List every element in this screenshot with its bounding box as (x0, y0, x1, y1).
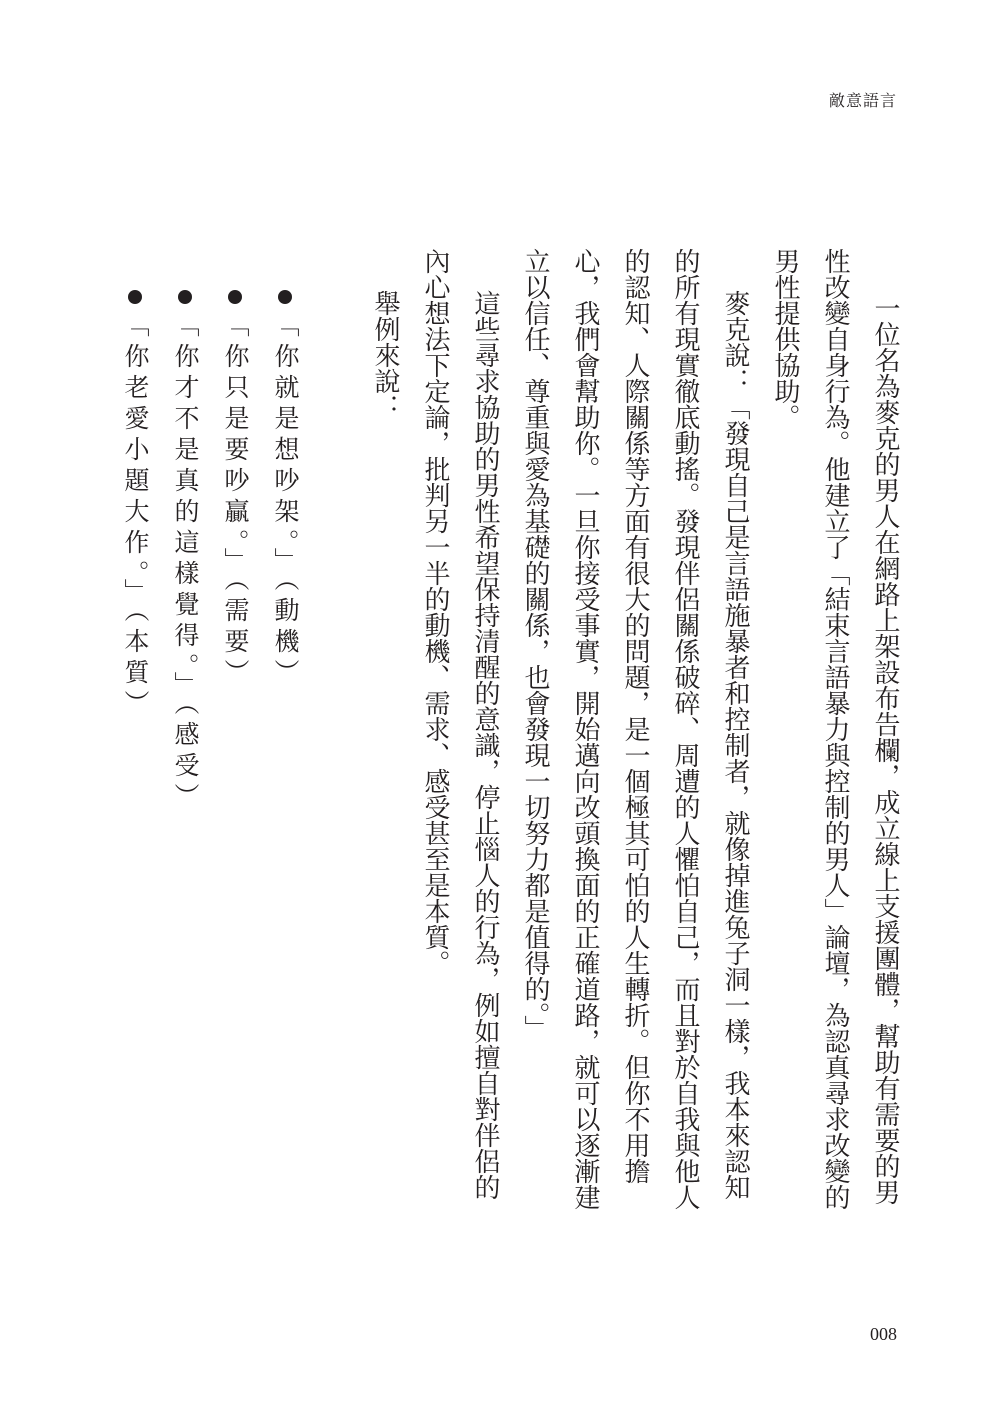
list-item (210, 290, 260, 1190)
paragraph: 麥克說：「發現自己是言語施暴者和控制者，就像掉進兔子洞一樣，我本來認知的所有現實徹底動搖。發現伴侶關係破碎、周遭的人懼怕自己，而且對於自我與他人的認知、人際關係等方面有很大的問題，是一個極其可怕的人生轉折。但你不用擔心，我們會幫助你。一旦你接受事實，開始邁向改頭換面的正確道路，就可以逐漸建立以信任、尊重與愛為基礎的關係，也會發現一切努力都是值得的。」 (520, 248, 750, 1210)
list-item (160, 290, 210, 1190)
example-list (110, 290, 310, 1190)
list-item (260, 290, 310, 1190)
list-item-text: 「你老愛小題大作。」（本質） (121, 312, 150, 721)
list-item-text: 「你才不是真的這樣覺得。」（感受） (171, 312, 200, 814)
paragraph: 一位名為麥克的男人在網路上架設布告欄，成立線上支援團體，幫助有需要的男性改變自身行為。他建立了「結束言語暴力與控制的男人」論壇，為認真尋求改變的男性提供協助。 (770, 248, 900, 1210)
list-item-text: 「你就是想吵架。」（動機） (271, 312, 300, 690)
bullet-icon (128, 290, 142, 304)
bullet-icon (178, 290, 192, 304)
page-number: 008 (870, 1324, 897, 1344)
bullet-icon (278, 290, 292, 304)
list-item (110, 290, 160, 1190)
list-item-text: 「你只是要吵贏。」（需要） (221, 312, 250, 690)
body-text (360, 248, 910, 1223)
paragraph: 這些尋求協助的男性希望保持清醒的意識，停止惱人的行為，例如擅自對伴侶的內心想法下定論，批判另一半的動機、需求、感受甚至是本質。 (420, 248, 500, 1200)
bullet-icon (228, 290, 242, 304)
paragraph: 舉例來說： (370, 289, 400, 420)
running-header: 敵意語言 (828, 91, 897, 110)
